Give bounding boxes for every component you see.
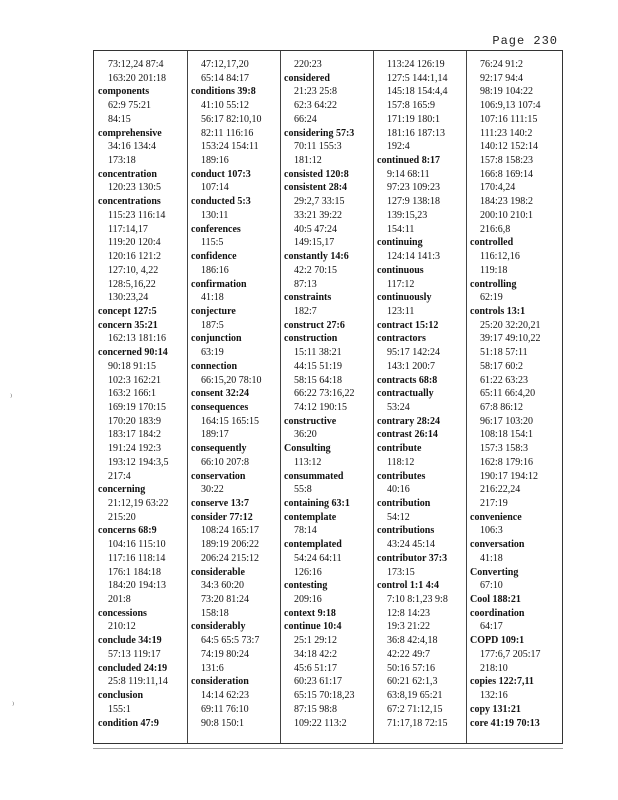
index-citation: 109:22 113:2 xyxy=(294,717,347,729)
index-term: consummated xyxy=(284,470,344,482)
index-citation: 82:11 116:16 xyxy=(201,127,254,139)
index-citation: 34:18 42:2 xyxy=(294,648,338,660)
index-citation: 157:8 165:9 xyxy=(387,100,436,112)
index-citation: 36:20 xyxy=(294,429,317,441)
index-citation: 176:1 184:18 xyxy=(108,566,162,578)
index-citation: 14:14 62:23 xyxy=(201,690,250,702)
index-citation: 210:12 xyxy=(108,621,136,633)
index-citation: 53:24 xyxy=(387,401,410,413)
index-citation: 169:19 170:15 xyxy=(108,401,167,413)
index-term: conclude 34:19 xyxy=(98,635,162,647)
index-term: concentration xyxy=(98,168,157,180)
index-citation: 170:20 183:9 xyxy=(108,415,162,427)
index-citation: 166:8 169:14 xyxy=(480,168,534,180)
index-citation: 76:24 91:2 xyxy=(480,59,524,70)
index-term: conserve 13:7 xyxy=(191,498,250,509)
index-citation: 21:12,19 63:22 xyxy=(108,498,169,509)
index-citation: 184:23 198:2 xyxy=(480,196,534,208)
index-citation: 41:10 55:12 xyxy=(201,100,250,112)
index-term: concern 35:21 xyxy=(98,319,158,331)
index-column-3 xyxy=(284,58,374,730)
index-citation: 42:22 49:7 xyxy=(387,648,431,660)
index-citation: 217:19 xyxy=(480,498,508,509)
index-column-4 xyxy=(377,58,467,730)
index-term: continued 8:17 xyxy=(377,155,441,167)
index-citation: 108:24 165:17 xyxy=(201,525,260,537)
index-term: concept 127:5 xyxy=(98,305,157,317)
index-citation: 70:11 155:3 xyxy=(294,141,342,153)
index-citation: 162:13 181:16 xyxy=(108,333,167,345)
index-citation: 123:11 xyxy=(387,305,415,317)
index-citation: 60:23 61:17 xyxy=(294,676,343,688)
index-citation: 163:20 201:18 xyxy=(108,72,167,84)
index-term: continuing xyxy=(377,237,423,249)
index-term: controlling xyxy=(470,278,517,290)
index-citation: 42:2 70:15 xyxy=(294,264,338,276)
index-citation: 47:12,17,20 xyxy=(201,59,249,70)
index-citation: 67:10 xyxy=(480,580,503,592)
index-citation: 130:11 xyxy=(201,209,229,221)
index-citation: 117:14,17 xyxy=(108,223,148,235)
index-citation: 41:18 xyxy=(201,292,224,304)
index-citation: 63:19 xyxy=(201,347,224,359)
index-citation: 154:11 xyxy=(387,223,415,235)
index-citation: 66:22 73:16,22 xyxy=(294,388,355,400)
index-term: contributes xyxy=(377,470,426,482)
index-term: concessions xyxy=(98,607,147,619)
index-citation: 127:10, 4,22 xyxy=(108,264,159,276)
page-number: Page 230 xyxy=(492,34,558,48)
index-citation: 90:18 91:15 xyxy=(108,360,157,372)
index-citation: 117:12 xyxy=(387,278,415,290)
index-citation: 158:18 xyxy=(201,607,229,619)
index-citation: 200:10 210:1 xyxy=(480,209,534,221)
index-citation: 19:3 21:22 xyxy=(387,621,431,633)
index-term: Consulting xyxy=(284,443,331,455)
index-citation: 218:10 xyxy=(480,662,508,674)
index-citation: 173:18 xyxy=(108,155,136,167)
index-citation: 186:16 xyxy=(201,264,229,276)
index-citation: 87:15 98:8 xyxy=(294,703,338,715)
index-citation: 119:20 120:4 xyxy=(108,237,161,249)
index-term: containing 63:1 xyxy=(284,498,350,509)
index-citation: 131:6 xyxy=(201,662,224,674)
index-citation: 216:6,8 xyxy=(480,223,511,235)
index-citation: 57:13 119:17 xyxy=(108,648,161,660)
index-citation: 201:8 xyxy=(108,594,131,606)
index-term: consent 32:24 xyxy=(191,388,250,400)
index-citation: 62:3 64:22 xyxy=(294,100,338,112)
index-term: contemplate xyxy=(284,511,337,523)
index-citation: 65:11 66:4,20 xyxy=(480,388,536,400)
index-term: Converting xyxy=(470,566,519,578)
index-citation: 29:2,7 33:15 xyxy=(294,196,345,208)
index-citation: 58:17 60:2 xyxy=(480,360,524,372)
index-citation: 60:21 62:1,3 xyxy=(387,676,438,688)
index-citation: 51:18 57:11 xyxy=(480,347,528,359)
index-term: constantly 14:6 xyxy=(284,251,349,263)
index-term: controls 13:1 xyxy=(470,305,526,317)
index-citation: 12:8 14:23 xyxy=(387,607,431,619)
index-term: coordination xyxy=(470,607,525,619)
index-citation: 107:14 xyxy=(201,182,229,194)
index-term: COPD 109:1 xyxy=(470,635,525,647)
index-term: conjecture xyxy=(191,305,236,317)
index-citation: 127:9 138:18 xyxy=(387,196,441,208)
index-citation: 92:17 94:4 xyxy=(480,72,524,84)
index-citation: 90:8 150:1 xyxy=(201,717,245,729)
index-citation: 66:24 xyxy=(294,113,317,125)
index-citation: 96:17 103:20 xyxy=(480,415,534,427)
index-citation: 111:23 140:2 xyxy=(480,127,533,139)
index-citation: 40:5 47:24 xyxy=(294,223,338,235)
index-term: consequently xyxy=(191,443,247,455)
index-term: concerns 68:9 xyxy=(98,525,157,537)
index-term: contractually xyxy=(377,388,434,400)
index-column-2 xyxy=(191,58,281,730)
index-citation: 189:17 xyxy=(201,429,229,441)
index-frame xyxy=(93,50,563,744)
index-term: context 9:18 xyxy=(284,607,336,619)
index-citation: 34:16 134:4 xyxy=(108,141,157,153)
index-term: Cool 188:21 xyxy=(470,594,521,606)
index-citation: 45:6 51:17 xyxy=(294,662,338,674)
index-citation: 65:14 84:17 xyxy=(201,72,250,84)
index-citation: 106:9,13 107:4 xyxy=(480,100,541,112)
index-term: concluded 24:19 xyxy=(98,662,168,674)
index-citation: 120:16 121:2 xyxy=(108,251,162,263)
index-citation: 54:24 64:11 xyxy=(294,552,342,564)
index-citation: 145:18 154:4,4 xyxy=(387,86,448,98)
index-citation: 216:22,24 xyxy=(480,484,521,496)
index-citation: 127:5 144:1,14 xyxy=(387,72,448,84)
index-citation: 190:17 194:12 xyxy=(480,470,539,482)
index-citation: 44:15 51:19 xyxy=(294,360,343,372)
index-term: conduct 107:3 xyxy=(191,168,251,180)
index-citation: 97:23 109:23 xyxy=(387,182,441,194)
index-citation: 66:10 207:8 xyxy=(201,456,250,468)
index-citation: 149:15,17 xyxy=(294,237,335,249)
index-citation: 116:12,16 xyxy=(480,251,520,263)
index-citation: 87:13 xyxy=(294,278,317,290)
index-citation: 128:5,16,22 xyxy=(108,278,156,290)
index-citation: 206:24 215:12 xyxy=(201,552,260,564)
index-citation: 181:12 xyxy=(294,155,322,167)
index-citation: 184:20 194:13 xyxy=(108,580,167,592)
index-citation: 56:17 82:10,10 xyxy=(201,113,262,125)
index-term: comprehensive xyxy=(98,127,162,139)
index-term: continue 10:4 xyxy=(284,621,342,633)
margin-mark: ⁾ xyxy=(10,392,13,402)
index-term: constraints xyxy=(284,292,332,304)
index-citation: 182:7 xyxy=(294,305,317,317)
index-term: controlled xyxy=(470,237,514,249)
index-term: considerable xyxy=(191,566,245,578)
index-term: connection xyxy=(191,360,238,372)
index-citation: 30:22 xyxy=(201,484,224,496)
index-term: convenience xyxy=(470,511,522,523)
index-term: conclusion xyxy=(98,690,144,702)
index-citation: 95:17 142:24 xyxy=(387,347,441,359)
index-term: control 1:1 4:4 xyxy=(377,580,440,592)
index-term: considerably xyxy=(191,621,246,633)
index-term: contribution xyxy=(377,498,431,509)
index-term: concerned 90:14 xyxy=(98,347,168,359)
index-citation: 113:12 xyxy=(294,456,322,468)
index-term: considered xyxy=(284,72,330,84)
index-citation: 162:8 179:16 xyxy=(480,456,534,468)
index-citation: 181:16 187:13 xyxy=(387,127,446,139)
index-term: contract 15:12 xyxy=(377,319,439,331)
index-citation: 15:11 38:21 xyxy=(294,347,342,359)
bottom-rule xyxy=(93,748,563,749)
index-citation: 98:19 104:22 xyxy=(480,86,534,98)
index-citation: 130:23,24 xyxy=(108,292,149,304)
index-term: contemplated xyxy=(284,539,342,551)
index-citation: 163:2 166:1 xyxy=(108,388,157,400)
index-citation: 41:18 xyxy=(480,552,503,564)
index-term: contracts 68:8 xyxy=(377,374,438,386)
index-citation: 164:15 165:15 xyxy=(201,415,260,427)
index-term: copies 122:7,11 xyxy=(470,676,534,688)
index-citation: 9:14 68:11 xyxy=(387,168,430,180)
index-citation: 171:19 180:1 xyxy=(387,113,441,125)
index-citation: 74:12 190:15 xyxy=(294,401,348,413)
index-citation: 54:12 xyxy=(387,511,410,523)
index-term: conservation xyxy=(191,470,246,482)
index-term: construction xyxy=(284,333,338,345)
index-term: contesting xyxy=(284,580,328,592)
index-citation: 61:22 63:23 xyxy=(480,374,529,386)
index-citation: 40:16 xyxy=(387,484,410,496)
index-term: confidence xyxy=(191,251,237,263)
index-citation: 50:16 57:16 xyxy=(387,662,436,674)
index-citation: 67:8 86:12 xyxy=(480,401,524,413)
index-term: contribute xyxy=(377,443,422,455)
index-citation: 220:23 xyxy=(294,59,322,70)
index-citation: 65:15 70:18,23 xyxy=(294,690,355,702)
index-term: conducted 5:3 xyxy=(191,196,251,208)
index-citation: 43:24 45:14 xyxy=(387,539,436,551)
index-citation: 67:2 71:12,15 xyxy=(387,703,443,715)
index-citation: 140:12 152:14 xyxy=(480,141,539,153)
index-citation: 58:15 64:18 xyxy=(294,374,343,386)
index-citation: 39:17 49:10,22 xyxy=(480,333,541,345)
index-citation: 170:4,24 xyxy=(480,182,516,194)
index-term: concerning xyxy=(98,484,146,496)
index-citation: 187:5 xyxy=(201,319,224,331)
index-citation: 55:8 xyxy=(294,484,312,496)
index-citation: 34:3 60:20 xyxy=(201,580,245,592)
index-citation: 118:12 xyxy=(387,456,415,468)
index-term: construct 27:6 xyxy=(284,319,345,331)
index-citation: 36:8 42:4,18 xyxy=(387,635,438,647)
index-citation: 113:24 126:19 xyxy=(387,59,445,70)
index-term: conditions 39:8 xyxy=(191,86,256,98)
index-term: core 41:19 70:13 xyxy=(470,717,540,729)
index-citation: 66:15,20 78:10 xyxy=(201,374,262,386)
index-citation: 106:3 xyxy=(480,525,503,537)
index-citation: 71:17,18 72:15 xyxy=(387,717,448,729)
index-citation: 104:16 115:10 xyxy=(108,539,166,551)
index-citation: 69:11 76:10 xyxy=(201,703,249,715)
index-term: contrast 26:14 xyxy=(377,429,438,441)
index-citation: 177:6,7 205:17 xyxy=(480,648,541,660)
index-term: consistent 28:4 xyxy=(284,182,348,194)
index-term: continuous xyxy=(377,264,424,276)
index-citation: 132:16 xyxy=(480,690,508,702)
index-citation: 115:23 116:14 xyxy=(108,209,166,221)
index-term: contributor 37:3 xyxy=(377,552,448,564)
index-citation: 33:21 39:22 xyxy=(294,209,343,221)
index-citation: 108:18 154:1 xyxy=(480,429,534,441)
index-term: conjunction xyxy=(191,333,242,345)
index-citation: 119:18 xyxy=(480,264,508,276)
index-citation: 155:1 xyxy=(108,703,131,715)
index-term: consider 77:12 xyxy=(191,511,253,523)
index-citation: 78:14 xyxy=(294,525,317,537)
index-citation: 143:1 200:7 xyxy=(387,360,436,372)
index-citation: 126:16 xyxy=(294,566,322,578)
index-column-5 xyxy=(470,58,560,730)
index-term: conferences xyxy=(191,223,241,235)
index-term: consideration xyxy=(191,676,249,688)
index-citation: 21:23 25:8 xyxy=(294,86,338,98)
index-term: condition 47:9 xyxy=(98,717,159,729)
index-term: contributions xyxy=(377,525,435,537)
index-term: confirmation xyxy=(191,278,247,290)
index-citation: 62:9 75:21 xyxy=(108,100,152,112)
index-citation: 193:12 194:3,5 xyxy=(108,456,169,468)
index-citation: 120:23 130:5 xyxy=(108,182,162,194)
index-term: consequences xyxy=(191,401,249,413)
index-citation: 217:4 xyxy=(108,470,131,482)
index-term: copy 131:21 xyxy=(470,703,521,715)
index-term: contractors xyxy=(377,333,426,345)
index-citation: 173:15 xyxy=(387,566,415,578)
index-term: considering 57:3 xyxy=(284,127,355,139)
index-term: conversation xyxy=(470,539,525,551)
index-column-1 xyxy=(98,58,188,730)
index-citation: 25:8 119:11,14 xyxy=(108,676,168,688)
index-citation: 189:19 206:22 xyxy=(201,539,260,551)
index-citation: 215:20 xyxy=(108,511,136,523)
index-citation: 189:16 xyxy=(201,155,229,167)
index-citation: 25:20 32:20,21 xyxy=(480,319,541,331)
index-citation: 63:8,19 65:21 xyxy=(387,690,443,702)
index-citation: 117:16 118:14 xyxy=(108,552,166,564)
index-citation: 209:16 xyxy=(294,594,322,606)
index-term: components xyxy=(98,86,150,98)
index-citation: 157:8 158:23 xyxy=(480,155,534,167)
index-citation: 191:24 192:3 xyxy=(108,443,162,455)
index-citation: 153:24 154:11 xyxy=(201,141,259,153)
index-citation: 157:3 158:3 xyxy=(480,443,529,455)
index-citation: 139:15,23 xyxy=(387,209,428,221)
index-citation: 84:15 xyxy=(108,113,131,125)
index-citation: 73:12,24 87:4 xyxy=(108,59,164,70)
index-term: contrary 28:24 xyxy=(377,415,441,427)
margin-mark: ⁾ xyxy=(12,700,15,710)
index-term: continuously xyxy=(377,292,432,304)
index-citation: 115:5 xyxy=(201,237,224,249)
index-term: constructive xyxy=(284,415,337,427)
index-term: consisted 120:8 xyxy=(284,168,349,180)
index-citation: 73:20 81:24 xyxy=(201,594,250,606)
index-citation: 192:4 xyxy=(387,141,410,153)
index-term: concentrations xyxy=(98,196,161,208)
index-citation: 74:19 80:24 xyxy=(201,648,250,660)
index-citation: 102:3 162:21 xyxy=(108,374,162,386)
index-citation: 64:5 65:5 73:7 xyxy=(201,635,260,647)
index-citation: 7:10 8:1,23 9:8 xyxy=(387,594,448,606)
index-citation: 183:17 184:2 xyxy=(108,429,162,441)
index-citation: 62:19 xyxy=(480,292,503,304)
index-citation: 124:14 141:3 xyxy=(387,251,441,263)
index-citation: 107:16 111:15 xyxy=(480,113,538,125)
index-citation: 25:1 29:12 xyxy=(294,635,338,647)
index-citation: 64:17 xyxy=(480,621,503,633)
